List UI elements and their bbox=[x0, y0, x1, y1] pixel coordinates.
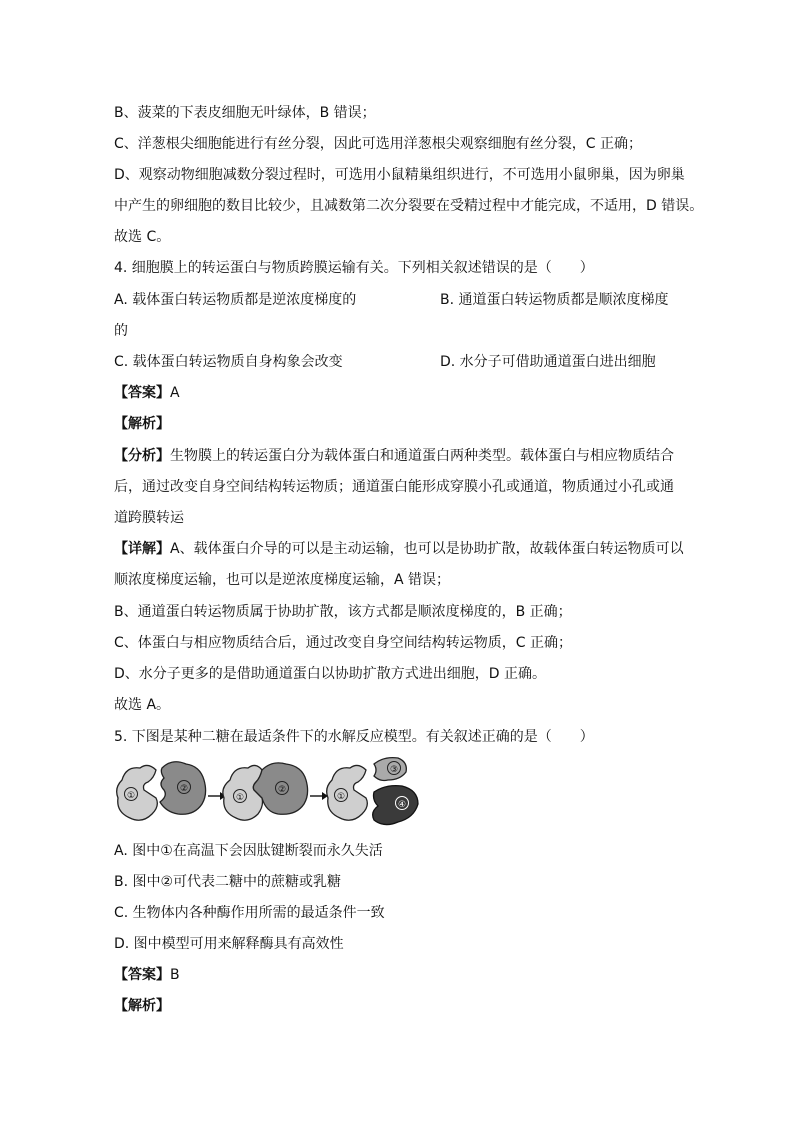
label-1c: ① bbox=[336, 792, 346, 802]
q5-analysis-label: 【解析】 bbox=[114, 998, 170, 1014]
q4-xiangjie-2: 顺浓度梯度运输，也可以是逆浓度梯度运输，A 错误； bbox=[114, 572, 451, 588]
prev-line-c: C、洋葱根尖细胞能进行有丝分裂，因此可选用洋葱根尖观察细胞有丝分裂，C 正确； bbox=[114, 136, 642, 152]
label-4: ④ bbox=[397, 800, 407, 810]
prev-line-b: B、菠菜的下表皮细胞无叶绿体，B 错误； bbox=[114, 105, 376, 121]
q4-line-b: B、通道蛋白转运物质属于协助扩散，该方式都是顺浓度梯度的，B 正确； bbox=[114, 604, 572, 620]
label-1a: ① bbox=[126, 791, 136, 801]
q5-option-d: D. 图中模型可用来解释酶具有高效性 bbox=[114, 936, 344, 952]
answer-value: B bbox=[170, 967, 180, 983]
q5-option-c: C. 生物体内各种酶作用所需的最适条件一致 bbox=[114, 905, 385, 921]
q4-stem: 4. 细胞膜上的转运蛋白与物质跨膜运输有关。下列相关叙述错误的是（ ） bbox=[114, 260, 594, 276]
prev-line-d-2: 中产生的卵细胞的数目比较少，且减数第二次分裂要在受精过程中才能完成，不适用，D 错误。 bbox=[114, 198, 704, 214]
enzyme-hydrolysis-figure bbox=[112, 756, 422, 830]
xiangjie-text: A、载体蛋白介导的可以是主动运输，也可以是协助扩散，故载体蛋白转运物质可以 bbox=[170, 541, 684, 557]
prev-line-d-1: D、观察动物细胞减数分裂过程时，可选用小鼠精巢组织进行，不可选用小鼠卵巢，因为卵巢 bbox=[114, 167, 685, 183]
answer-label: 【答案】 bbox=[114, 385, 170, 401]
q4-option-a: A. 载体蛋白转运物质都是逆浓度梯度的 bbox=[114, 292, 357, 308]
fenxi-label: 【分析】 bbox=[114, 448, 170, 464]
q4-fenxi-1 bbox=[114, 446, 674, 466]
q4-option-b: B. 通道蛋白转运物质都是顺浓度梯度 bbox=[440, 292, 669, 308]
label-2a: ② bbox=[179, 784, 189, 794]
q4-analysis-label: 【解析】 bbox=[114, 416, 170, 432]
q4-fenxi-3: 道跨膜转运 bbox=[114, 510, 184, 526]
q5-stem: 5. 下图是某种二糖在最适条件下的水解反应模型。有关叙述正确的是（ ） bbox=[114, 729, 594, 745]
q4-fenxi-2: 后，通过改变自身空间结构转运物质；通道蛋白能形成穿膜小孔或通道，物质通过小孔或通 bbox=[114, 479, 674, 495]
label-1b: ① bbox=[235, 793, 245, 803]
prev-conclusion: 故选 C。 bbox=[114, 229, 171, 245]
q5-option-b: B. 图中②可代表二糖中的蔗糖或乳糖 bbox=[114, 874, 342, 890]
q4-line-d: D、水分子更多的是借助通道蛋白以协助扩散方式进出细胞，D 正确。 bbox=[114, 666, 547, 682]
q4-line-c: C、体蛋白与相应物质结合后，通过改变自身空间结构转运物质，C 正确； bbox=[114, 635, 572, 651]
q4-xiangjie-1 bbox=[114, 539, 684, 559]
label-3: ③ bbox=[389, 765, 399, 775]
q4-option-a-cont: 的 bbox=[114, 323, 128, 339]
q5-answer bbox=[114, 965, 180, 985]
q4-option-d: D. 水分子可借助通道蛋白进出细胞 bbox=[440, 354, 656, 370]
label-2b: ② bbox=[277, 785, 287, 795]
q4-conclusion: 故选 A。 bbox=[114, 697, 171, 713]
q4-answer bbox=[114, 383, 180, 403]
q5-option-a: A. 图中①在高温下会因肽键断裂而永久失活 bbox=[114, 843, 383, 859]
fenxi-text: 生物膜上的转运蛋白分为载体蛋白和通道蛋白两种类型。载体蛋白与相应物质结合 bbox=[170, 448, 674, 464]
xiangjie-label: 【详解】 bbox=[114, 541, 170, 557]
answer-label: 【答案】 bbox=[114, 967, 170, 983]
q4-option-c: C. 载体蛋白转运物质自身构象会改变 bbox=[114, 354, 343, 370]
answer-value: A bbox=[170, 385, 180, 401]
